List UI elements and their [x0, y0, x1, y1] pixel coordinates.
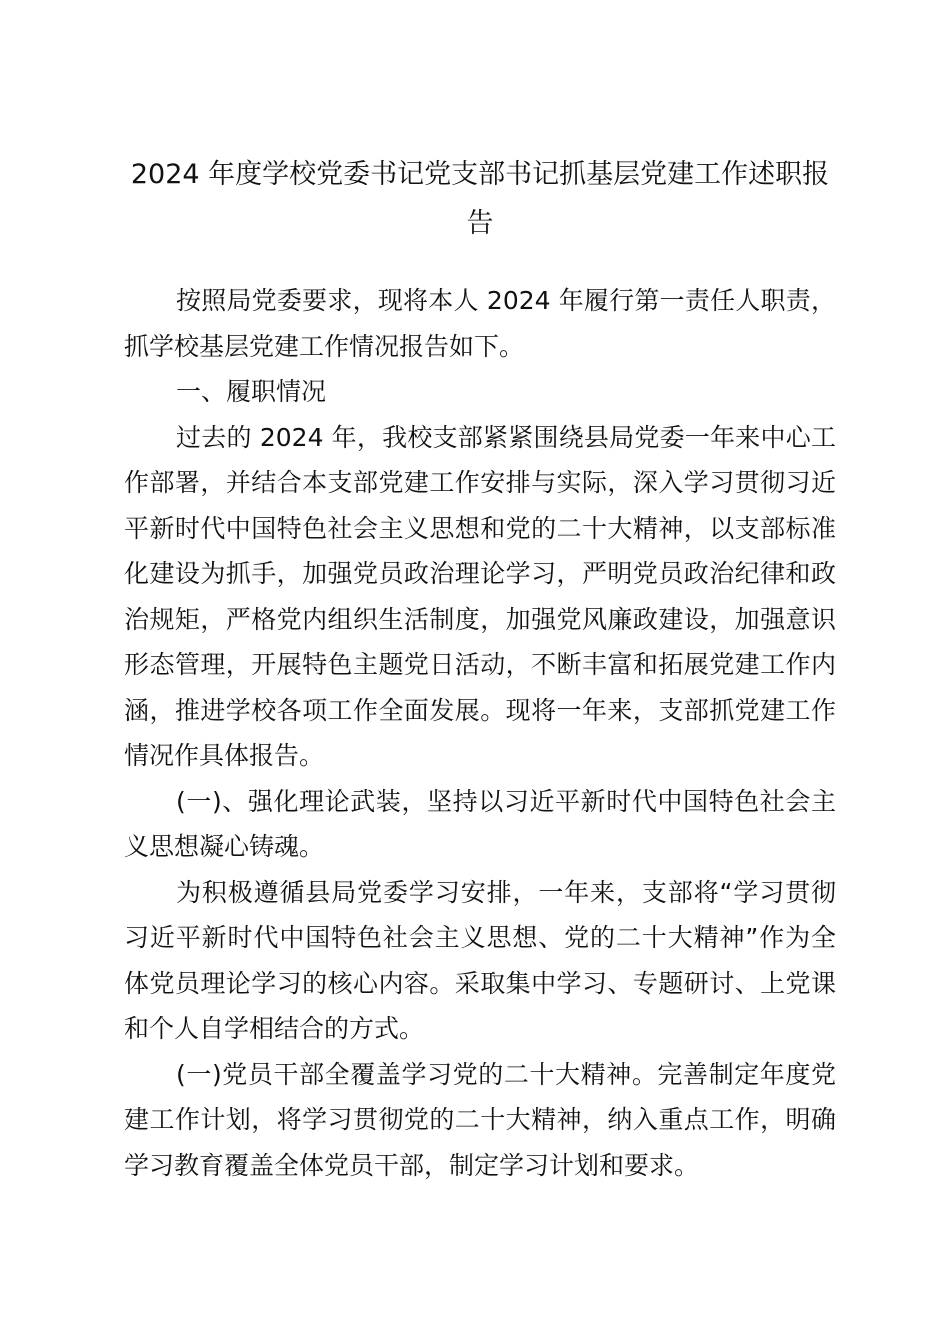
summary-paragraph: 过去的 2024 年，我校支部紧紧围绕县局党委一年来中心工作部署，并结合本支部党建工作安排与实际，深入学习贯彻习近平新时代中国特色社会主义思想和党的二十大精神，以支部标准化建设为抓手，加强党员政治理论学习，严明党员政治纪律和政治规矩，严格党内组织生活制度，加强党风廉政建设，加强意识形态管理，开展特色主题党日活动，不断丰富和拓展党建工作内涵，推进学校各项工作全面发展。现将一年来，支部抓党建工作情况作具体报告。 [124, 422, 836, 770]
document-body [124, 278, 836, 1188]
section-heading-duty: 一、履职情况 [176, 377, 327, 406]
coverage-paragraph: (一)党员干部全覆盖学习党的二十大精神。完善制定年度党建工作计划，将学习贯彻党的二十大精神，纳入重点工作，明确学习教育覆盖全体党员干部，制定学习计划和要求。 [124, 1059, 836, 1180]
intro-paragraph: 按照局党委要求，现将本人 2024 年履行第一责任人职责，抓学校基层党建工作情况报告如下。 [124, 286, 836, 361]
document-title: 2024 年度学校党委书记党支部书记抓基层党建工作述职报告 [130, 159, 830, 239]
subsection-heading-theory: (一)、强化理论武装，坚持以习近平新时代中国特色社会主义思想凝心铸魂。 [124, 786, 836, 861]
study-paragraph: 为积极遵循县局党委学习安排，一年来，支部将“学习贯彻习近平新时代中国特色社会主义思想、党的二十大精神”作为全体党员理论学习的核心内容。采取集中学习、专题研讨、上党课和个人自学相结合的方式。 [124, 877, 836, 1043]
